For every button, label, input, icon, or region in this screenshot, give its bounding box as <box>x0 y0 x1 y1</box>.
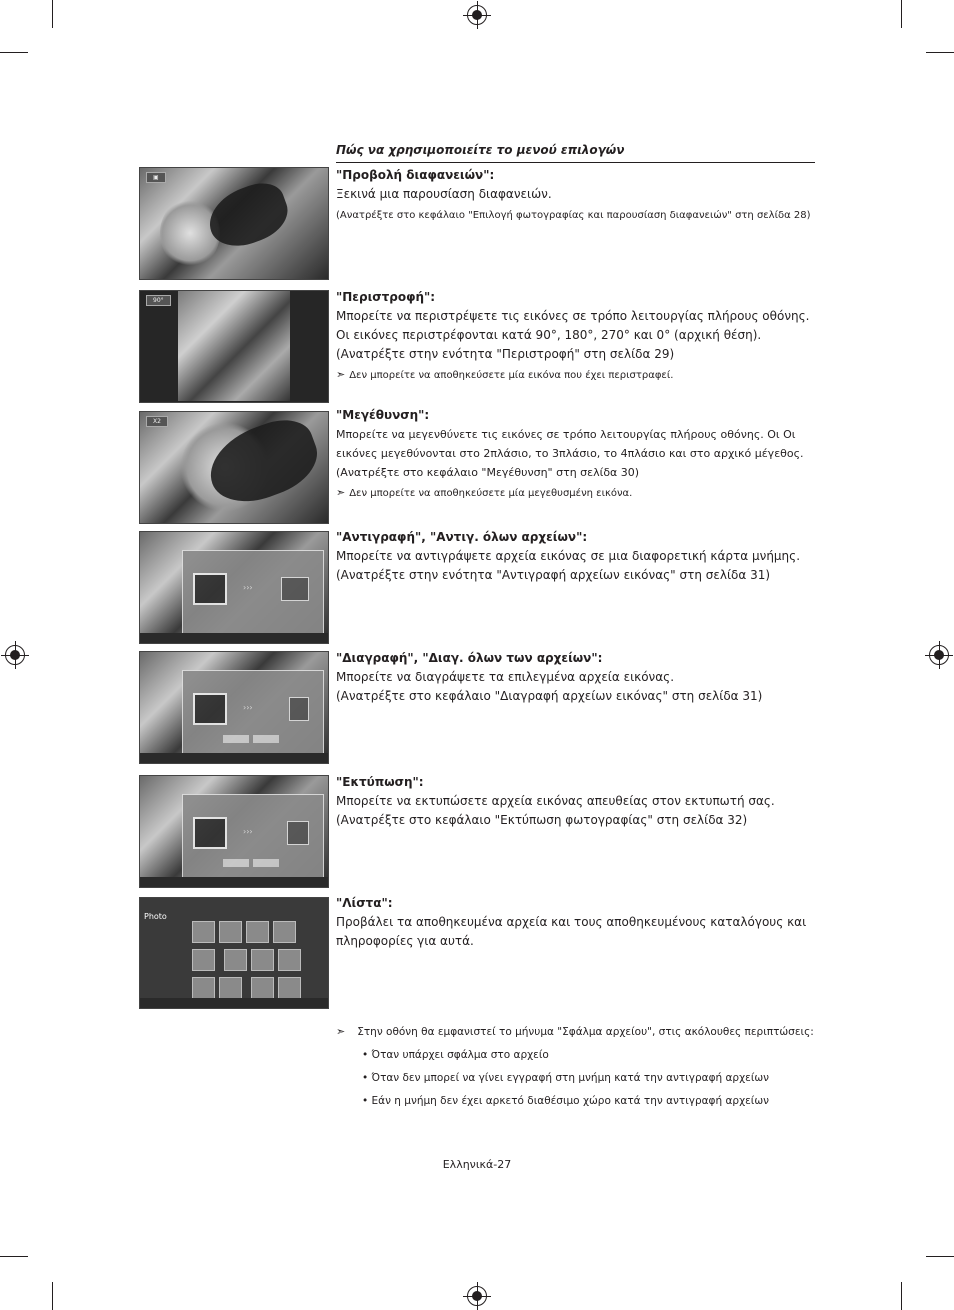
section-slideshow <box>336 166 816 224</box>
printer-icon <box>287 821 309 845</box>
note-arrow-icon: ➣ <box>336 1025 346 1038</box>
rotated-image <box>178 291 290 401</box>
copy-dialog <box>182 550 324 638</box>
section-rotate <box>336 288 816 384</box>
slideshow-icon: ▣ <box>146 172 166 183</box>
source-image <box>193 573 227 605</box>
section-text: Μπορείτε να αντιγράψετε αρχεία εικόνας σε μια διαφορετική κάρτα μνήμης. <box>336 549 801 563</box>
dialog-buttons <box>223 852 283 871</box>
section-note: Δεν μπορείτε να αποθηκεύσετε μία μεγεθυσμένη εικόνα. <box>349 488 633 499</box>
error-bullet: • Όταν δεν μπορεί να γίνει εγγραφή στη μνήμη κατά την αντιγραφή αρχείων <box>362 1072 770 1084</box>
section-header: Πώς να χρησιμοποιείτε το μενού επιλογών <box>336 143 625 157</box>
section-text-2: (Ανατρέξτε στην ενότητα "Αντιγραφή αρχείων εικόνας" στη σελίδα 31) <box>336 568 771 582</box>
crop-mark <box>901 1282 902 1310</box>
copy-screenshot <box>139 531 329 644</box>
print-dialog <box>182 794 324 882</box>
section-ref: (Ανατρέξτε στο κεφάλαιο "Επιλογή φωτογραφίας και παρουσίαση διαφανειών" στη σελίδα 28) <box>336 210 811 221</box>
section-title: "Περιστροφή": <box>336 290 436 304</box>
crop-mark <box>0 52 28 53</box>
error-note <box>336 1020 816 1113</box>
arrows-icon: ››› <box>243 703 253 712</box>
zoom-screenshot <box>139 411 329 524</box>
section-text: Ξεκινά μια παρουσίαση διαφανειών. <box>336 187 552 201</box>
section-title: "Μεγέθυνση": <box>336 408 430 422</box>
section-title: "Αντιγραφή", "Αντιγ. όλων αρχείων": <box>336 530 588 544</box>
rotate-screenshot <box>139 290 329 403</box>
section-note: Δεν μπορείτε να αποθηκεύσετε μία εικόνα που έχει περιστραφεί. <box>349 370 674 381</box>
delete-screenshot <box>139 651 329 764</box>
list-screenshot <box>139 897 329 1009</box>
error-note-intro: Στην οθόνη θα εμφανιστεί το μήνυμα "Σφάλμα αρχείου", στις ακόλουθες περιπτώσεις: <box>357 1026 814 1038</box>
section-copy <box>336 528 816 585</box>
crop-mark <box>901 0 902 28</box>
arrows-icon: ››› <box>243 827 253 836</box>
section-text: Μπορείτε να εκτυπώσετε αρχεία εικόνας απευθείας στον εκτυπωτή σας. (Ανατρέξτε στο κεφάλαιο "Εκτύπωση φωτογραφίας" στη σελίδα 32) <box>336 794 775 827</box>
crop-mark <box>0 1256 28 1257</box>
crop-mark <box>52 1282 53 1310</box>
control-bar <box>140 633 328 643</box>
control-bar <box>140 753 328 763</box>
control-bar <box>140 877 328 887</box>
section-title: "Διαγραφή", "Διαγ. όλων των αρχείων": <box>336 651 603 665</box>
note-arrow-icon: ➣ <box>336 486 346 499</box>
crop-mark <box>926 52 954 53</box>
header-rule <box>336 162 815 163</box>
section-text: Μπορείτε να διαγράψετε τα επιλεγμένα αρχεία εικόνας. <box>336 670 675 684</box>
section-text-2: (Ανατρέξτε στο κεφάλαιο "Διαγραφή αρχείων εικόνας" στη σελίδα 31) <box>336 689 763 703</box>
source-image <box>193 817 227 849</box>
target-card-icon <box>281 577 309 601</box>
section-title: "Προβολή διαφανειών": <box>336 168 495 182</box>
error-bullet: • Εάν η μνήμη δεν έχει αρκετό διαθέσιμο χώρο κατά την αντιγραφή αρχείων <box>362 1095 770 1107</box>
slideshow-screenshot <box>139 167 329 280</box>
dialog-buttons <box>223 728 283 747</box>
crop-mark <box>926 1256 954 1257</box>
registration-mark-icon <box>467 1286 487 1306</box>
print-screenshot <box>139 775 329 888</box>
section-text: Προβάλει τα αποθηκευμένα αρχεία και τους αποθηκευμένους καταλόγους και πληροφορίες για αυτά. <box>336 915 807 948</box>
section-delete <box>336 649 816 706</box>
trash-icon <box>289 697 309 721</box>
arrows-icon: ››› <box>243 583 253 592</box>
thumbnail-grid <box>190 920 320 995</box>
section-print <box>336 773 816 830</box>
note-arrow-icon: ➣ <box>336 368 346 381</box>
registration-mark-icon <box>467 5 487 25</box>
section-list <box>336 894 816 951</box>
delete-dialog <box>182 670 324 758</box>
section-title: "Εκτύπωση": <box>336 775 424 789</box>
section-text: Μπορείτε να περιστρέψετε τις εικόνες σε τρόπο λειτουργίας πλήρους οθόνης. Οι εικόνες περιστρέφονται κατά 90°, 180°, 270° και 0° (αρχική θέση). (Ανατρέξτε στην ενότητα "Περιστροφή" στη σελίδα 29) <box>336 309 810 361</box>
source-image <box>193 693 227 725</box>
registration-mark-icon <box>929 645 949 665</box>
registration-mark-icon <box>5 645 25 665</box>
section-text: Μπορείτε να μεγενθύνετε τις εικόνες σε τρόπο λειτουργίας πλήρους οθόνης. Οι Οι εικόνες μεγεθύνονται στο 2πλάσιο, το 3πλάσιο, το 4πλάσιο και στο αρχικό μέγεθος.(Ανατρέξτε στο κεφάλαιο "Μεγέθυνση" στη σελίδα 30) <box>336 428 804 479</box>
control-bar <box>140 998 328 1008</box>
error-bullet: • Όταν υπάρχει σφάλμα στο αρχείο <box>362 1049 549 1061</box>
section-zoom <box>336 406 816 502</box>
crop-mark <box>52 0 53 28</box>
page-number: Ελληνικά-27 <box>442 1158 512 1171</box>
rotate-badge: 90° <box>146 295 171 306</box>
list-title: Photo <box>144 912 167 921</box>
section-title: "Λίστα": <box>336 896 393 910</box>
zoom-badge: X2 <box>146 416 168 427</box>
